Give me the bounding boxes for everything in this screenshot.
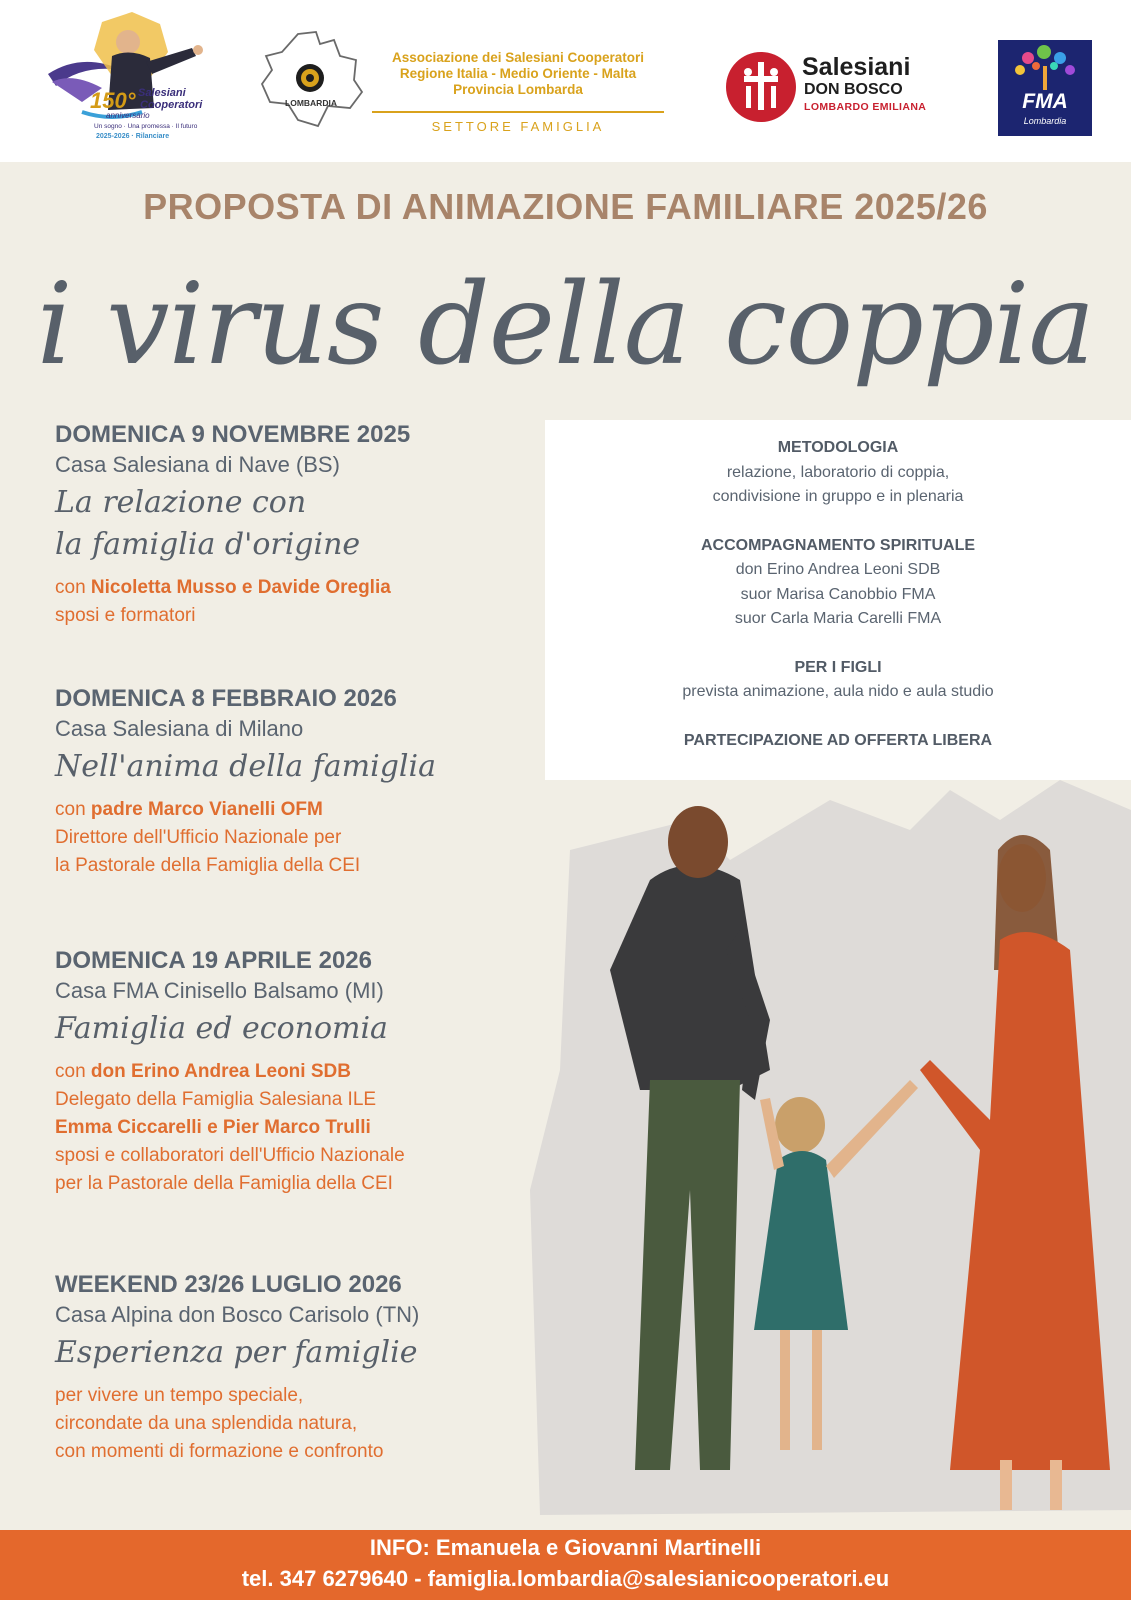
event-place: Casa Salesiana di Nave (BS)	[55, 452, 340, 477]
spiritual-heading: ACCOMPAGNAMENTO SPIRITUALE	[700, 536, 976, 554]
event-role: la Pastorale della Famiglia della CEI	[55, 855, 361, 876]
event-title-line: la famiglia d'origine	[55, 527, 361, 562]
event-1	[55, 420, 555, 630]
spiritual-line: suor Carla Maria Carelli FMA	[734, 610, 942, 627]
spiritual-line: don Erino Andrea Leoni SDB	[735, 561, 941, 578]
event-title-line: La relazione con	[55, 485, 307, 520]
anniversary-motto: Un sogno · Una promessa · Il futuro	[94, 123, 198, 130]
association-name	[368, 50, 668, 98]
children-heading: PER I FIGLI	[794, 658, 882, 676]
with-prefix: con	[55, 799, 91, 820]
info-block	[548, 436, 1128, 753]
fma-title: FMA	[1022, 90, 1068, 113]
event-speakers	[55, 796, 555, 824]
event-description: circondate da una splendida natura,	[55, 1413, 358, 1434]
event-place: Casa FMA Cinisello Balsamo (MI)	[55, 978, 384, 1003]
event-date: WEEKEND 23/26 LUGLIO 2026	[55, 1271, 402, 1298]
fma-region: Lombardia	[1023, 116, 1067, 126]
event-title	[55, 482, 555, 566]
event-title: Nell'anima della famiglia	[55, 749, 436, 784]
speaker-names: don Erino Andrea Leoni SDB	[90, 1061, 351, 1082]
participation-note: PARTECIPAZIONE AD OFFERTA LIBERA	[683, 731, 993, 749]
association-line-2: Regione Italia - Medio Oriente - Malta	[399, 66, 637, 81]
fma-logo	[998, 40, 1092, 136]
event-3	[55, 946, 555, 1198]
anniversary-logo-icon	[42, 12, 212, 142]
event-date: DOMENICA 8 FEBBRAIO 2026	[55, 685, 397, 712]
salesiani-region: LOMBARDO EMILIANA	[804, 101, 927, 113]
with-prefix: con	[55, 1061, 91, 1082]
event-date: DOMENICA 9 NOVEMBRE 2025	[55, 421, 411, 448]
anniversary-name-2: Cooperatori	[140, 99, 203, 111]
children-line: prevista animazione, aula nido e aula studio	[682, 683, 994, 700]
region-label: LOMBARDIA	[285, 98, 337, 108]
speaker-names: Emma Ciccarelli e Pier Marco Trulli	[55, 1117, 371, 1138]
methodology-line: condivisione in gruppo e in plenaria	[712, 488, 964, 505]
event-role: sposi e formatori	[55, 605, 196, 626]
event-place: Casa Alpina don Bosco Carisolo (TN)	[55, 1302, 420, 1327]
anniversary-number: 150°	[90, 88, 136, 113]
event-place: Casa Salesiana di Milano	[55, 716, 304, 741]
event-date: DOMENICA 19 APRILE 2026	[55, 947, 372, 974]
association-divider	[372, 111, 664, 113]
event-role: Direttore dell'Ufficio Nazionale per	[55, 827, 342, 848]
event-title: Esperienza per famiglie	[55, 1335, 418, 1370]
anniversary-name-1: Salesiani	[138, 87, 186, 99]
fma-tree-icon	[998, 40, 1092, 92]
event-description: per vivere un tempo speciale,	[55, 1385, 304, 1406]
event-description: con momenti di formazione e confronto	[55, 1441, 384, 1462]
event-4	[55, 1270, 555, 1466]
event-role: Delegato della Famiglia Salesiana ILE	[55, 1089, 377, 1110]
event-title: Famiglia ed economia	[55, 1011, 388, 1046]
event-2	[55, 684, 555, 880]
header-logos	[0, 0, 1131, 162]
footer-contact: INFO: Emanuela e Giovanni Martinelli	[369, 1535, 762, 1560]
salesiani-title: Salesiani	[802, 53, 911, 81]
speaker-names: padre Marco Vianelli OFM	[90, 799, 323, 820]
with-prefix: con	[55, 577, 91, 598]
anniversary-word: anniversario	[106, 111, 150, 120]
footer-email-phone[interactable]: tel. 347 6279640 - famiglia.lombardia@salesianicooperatori.eu	[241, 1566, 890, 1591]
event-speakers	[55, 1058, 555, 1086]
anniversary-years: 2025-2026 · Rilanciare	[96, 133, 170, 140]
page-title: i virus della coppia	[36, 260, 1095, 390]
footer-info	[0, 1530, 1131, 1600]
salesiani-cross-icon	[726, 52, 796, 122]
methodology-line: relazione, laboratorio di coppia,	[726, 463, 950, 481]
event-speakers	[55, 574, 555, 602]
family-illustration	[530, 770, 1131, 1530]
spiritual-line: suor Marisa Canobbio FMA	[740, 585, 936, 603]
event-role: sposi e collaboratori dell'Ufficio Nazionale	[55, 1145, 405, 1166]
event-speakers-2	[55, 1114, 555, 1142]
lombardia-map-icon	[258, 30, 364, 132]
methodology-heading: METODOLOGIA	[777, 439, 899, 456]
speaker-names: Nicoletta Musso e Davide Oreglia	[90, 577, 391, 598]
event-role: per la Pastorale della Famiglia della CEI	[55, 1173, 393, 1194]
salesiani-subtitle: DON BOSCO	[804, 81, 903, 98]
association-sector: SETTORE FAMIGLIA	[431, 119, 605, 134]
proposal-subtitle: PROPOSTA DI ANIMAZIONE FAMILIARE 2025/26	[143, 186, 988, 227]
association-line-1: Associazione dei Salesiani Cooperatori	[391, 50, 645, 65]
association-line-3: Provincia Lombarda	[453, 82, 583, 97]
